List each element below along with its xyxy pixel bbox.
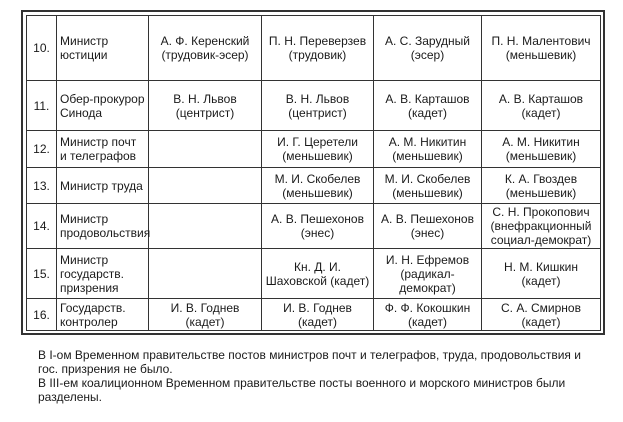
ministers-table-frame: [21, 10, 605, 335]
minister-cell: В. Н. Львов (центрист): [149, 81, 262, 131]
footnote-2: В III-ем коалиционном Временном правительстве посты военного и морского министров были разделены.: [38, 376, 566, 404]
minister-cell: И. Г. Церетели (меньшевик): [262, 131, 374, 168]
minister-cell: С. А. Смирнов (кадет): [482, 299, 601, 331]
minister-cell: А. В. Карташов (кадет): [374, 81, 482, 131]
minister-cell: И. Н. Ефремов (радикал-демократ): [374, 249, 482, 299]
row-number: 11.: [27, 81, 57, 131]
row-number: 13.: [27, 168, 57, 204]
table-row: [27, 168, 601, 204]
table-row: [27, 204, 601, 249]
minister-cell: С. Н. Прокопович (внефракционный социал-демократ): [482, 204, 601, 249]
minister-cell: А. Ф. Керенский (трудовик-эсер): [149, 16, 262, 81]
row-number: 12.: [27, 131, 57, 168]
position-cell: Министр государств. призрения: [57, 249, 149, 299]
minister-cell: Кн. Д. И. Шаховской (кадет): [262, 249, 374, 299]
minister-cell: М. И. Скобелев (меньшевик): [262, 168, 374, 204]
footnote-1: В I-ом Временном правительстве постов министров почт и телеграфов, труда, продовольствия и гос. призрения не было.: [38, 348, 581, 376]
minister-cell: Ф. Ф. Кокошкин (кадет): [374, 299, 482, 331]
table-row: [27, 249, 601, 299]
minister-cell: А. В. Пешехонов (энес): [262, 204, 374, 249]
minister-cell: [149, 249, 262, 299]
row-number: 15.: [27, 249, 57, 299]
minister-cell: [149, 204, 262, 249]
minister-cell: И. В. Годнев (кадет): [262, 299, 374, 331]
minister-cell: [149, 131, 262, 168]
minister-cell: А. М. Никитин (меньшевик): [374, 131, 482, 168]
position-cell: Государств. контролер: [57, 299, 149, 331]
minister-cell: А. М. Никитин (меньшевик): [482, 131, 601, 168]
minister-cell: К. А. Гвоздев (меньшевик): [482, 168, 601, 204]
table-row: [27, 131, 601, 168]
row-number: 10.: [27, 16, 57, 81]
minister-cell: А. В. Пешехонов (энес): [374, 204, 482, 249]
position-cell: Министр продовольствия: [57, 204, 149, 249]
row-number: 14.: [27, 204, 57, 249]
minister-cell: А. С. Зарудный (эсер): [374, 16, 482, 81]
minister-cell: [149, 168, 262, 204]
position-cell: Обер-прокурор Синода: [57, 81, 149, 131]
table-row: [27, 299, 601, 331]
minister-cell: А. В. Карташов (кадет): [482, 81, 601, 131]
table-row: [27, 81, 601, 131]
footnotes: [38, 348, 598, 404]
table-row: [27, 16, 601, 81]
position-cell: Министр почт и телеграфов: [57, 131, 149, 168]
minister-cell: П. Н. Малентович (меньшевик): [482, 16, 601, 81]
minister-cell: П. Н. Переверзев (трудовик): [262, 16, 374, 81]
minister-cell: И. В. Годнев (кадет): [149, 299, 262, 331]
ministers-table: [26, 15, 601, 331]
minister-cell: М. И. Скобелев (меньшевик): [374, 168, 482, 204]
minister-cell: Н. М. Кишкин (кадет): [482, 249, 601, 299]
position-cell: Министр юстиции: [57, 16, 149, 81]
position-cell: Министр труда: [57, 168, 149, 204]
row-number: 16.: [27, 299, 57, 331]
minister-cell: В. Н. Львов (центрист): [262, 81, 374, 131]
